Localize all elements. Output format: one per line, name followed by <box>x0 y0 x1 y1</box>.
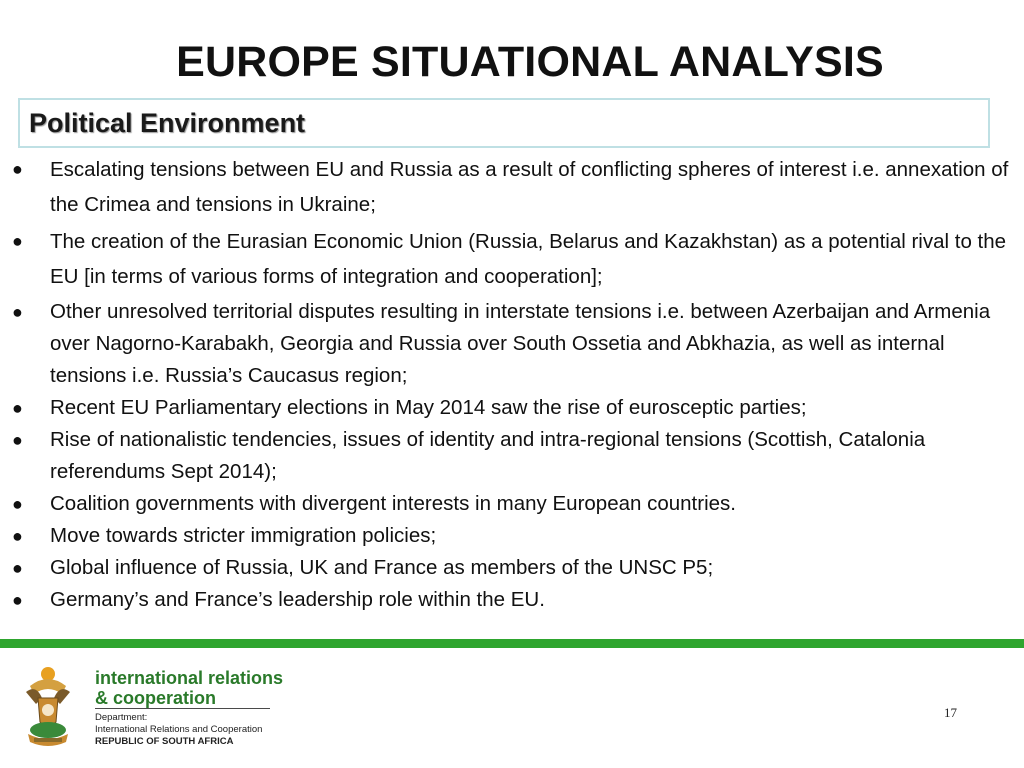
south-africa-coat-of-arms-icon <box>22 664 74 752</box>
bullet-icon: ● <box>12 398 23 418</box>
list-item <box>0 392 1024 424</box>
bullet-text: Coalition governments with divergent interests in many European countries. <box>50 492 736 515</box>
bullet-text: Escalating tensions between EU and Russia as a result of conflicting spheres of interest i.e. annexation of the Crimea and tensions in Ukraine; <box>50 158 1009 216</box>
bullet-icon: ● <box>12 159 23 179</box>
list-item <box>0 552 1024 584</box>
bullet-icon: ● <box>12 430 23 450</box>
bullet-icon: ● <box>12 590 23 610</box>
bullet-text: Recent EU Parliamentary elections in May 2014 saw the rise of eurosceptic parties; <box>50 396 807 419</box>
dept-line1: Department: <box>95 712 148 723</box>
org-name-line1: international relations <box>95 668 284 688</box>
bullet-text: Germany’s and France’s leadership role within the EU. <box>50 588 545 611</box>
org-name-line2: & cooperation <box>95 688 217 708</box>
list-item <box>0 152 1024 222</box>
bullet-icon: ● <box>12 558 23 578</box>
subtitle-box <box>18 98 990 148</box>
list-item <box>0 224 1024 294</box>
dept-line3: REPUBLIC OF SOUTH AFRICA <box>95 736 234 747</box>
bullet-icon: ● <box>12 302 23 322</box>
list-item <box>0 488 1024 520</box>
bullet-text: Global influence of Russia, UK and France as members of the UNSC P5; <box>50 556 714 579</box>
dept-line2: International Relations and Cooperation <box>95 724 263 735</box>
list-item <box>0 520 1024 552</box>
bullet-text: Other unresolved territorial disputes resulting in interstate tensions i.e. between Azerbaijan and Armenia over Nagorno-Karabakh, Georgia and Russia over South Ossetia and Abkhazia, as well as internal tensions i.e. Russia’s Caucasus region; <box>50 300 991 387</box>
slide-title: EUROPE SITUATIONAL ANALYSIS <box>176 38 884 86</box>
subtitle: Political Environment <box>29 108 306 138</box>
list-item <box>0 296 1024 392</box>
bullet-text: Rise of nationalistic tendencies, issues of identity and intra-regional tensions (Scottish, Catalonia referendums Sept 2014); <box>50 428 926 483</box>
org-divider <box>95 708 270 709</box>
bullet-icon: ● <box>12 494 23 514</box>
footer-divider-bar <box>0 639 1024 648</box>
page-number: 17 <box>944 705 957 720</box>
bullet-icon: ● <box>12 526 23 546</box>
list-item <box>0 584 1024 616</box>
org-name <box>95 668 283 708</box>
list-item <box>0 424 1024 488</box>
bullet-text: Move towards stricter immigration policies; <box>50 524 437 547</box>
department-text <box>95 712 262 748</box>
bullet-icon: ● <box>12 231 23 251</box>
bullet-text: The creation of the Eurasian Economic Union (Russia, Belarus and Kazakhstan) as a potential rival to the EU [in terms of various forms of integration and cooperation]; <box>50 230 1007 288</box>
bullet-list <box>0 152 1024 616</box>
